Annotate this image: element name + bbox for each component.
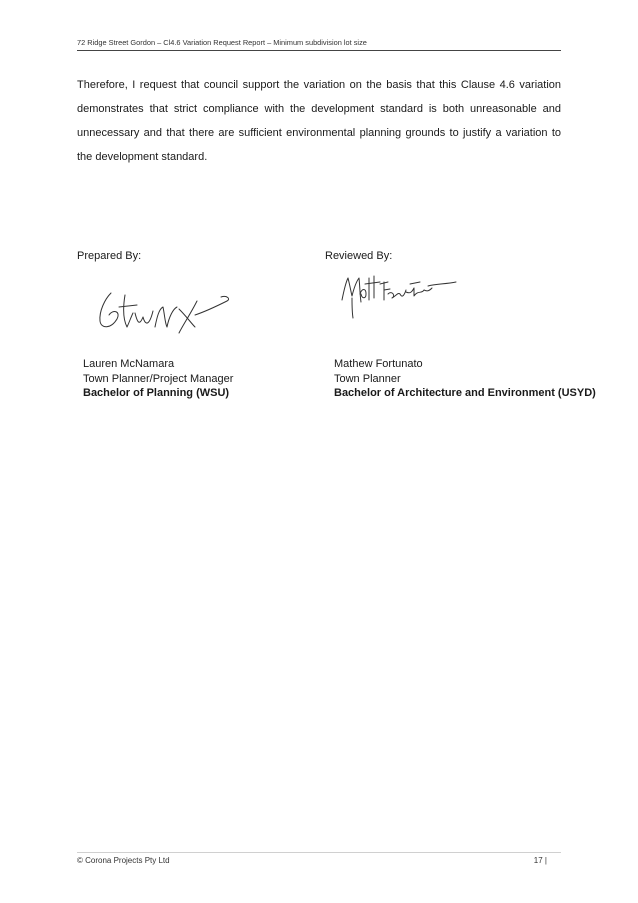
reviewed-by-qualification: Bachelor of Architecture and Environment (USYD): [334, 387, 596, 399]
prepared-by-name: Lauren McNamara: [83, 358, 175, 370]
prepared-by-label: Prepared By:: [77, 250, 142, 262]
reviewed-by-block: [334, 357, 596, 401]
prepared-signature-icon: [95, 287, 230, 337]
prepared-by-block: [83, 357, 233, 401]
running-header: 72 Ridge Street Gordon – Cl4.6 Variation Request Report – Minimum subdivision lot size: [77, 38, 561, 51]
reviewed-by-label: Reviewed By:: [325, 250, 393, 262]
prepared-by-qualification: Bachelor of Planning (WSU): [83, 387, 230, 399]
page-footer: [77, 852, 561, 865]
reviewed-by-name: Mathew Fortunato: [334, 358, 423, 370]
page-number: 17 |: [533, 856, 547, 865]
reviewed-signature-icon: [340, 272, 458, 324]
prepared-by-title: Town Planner/Project Manager: [83, 372, 234, 385]
conclusion-paragraph: Therefore, I request that council support the variation on the basis that this Clause 4.6 variation demonstrates that strict compliance with the development standard is both unreasonable and unnecessary and that there are sufficient environmental planning grounds to justify a variation to the development standard.: [77, 79, 561, 163]
footer-company: © Corona Projects Pty Ltd: [77, 856, 170, 865]
reviewed-by-title: Town Planner: [334, 372, 401, 385]
